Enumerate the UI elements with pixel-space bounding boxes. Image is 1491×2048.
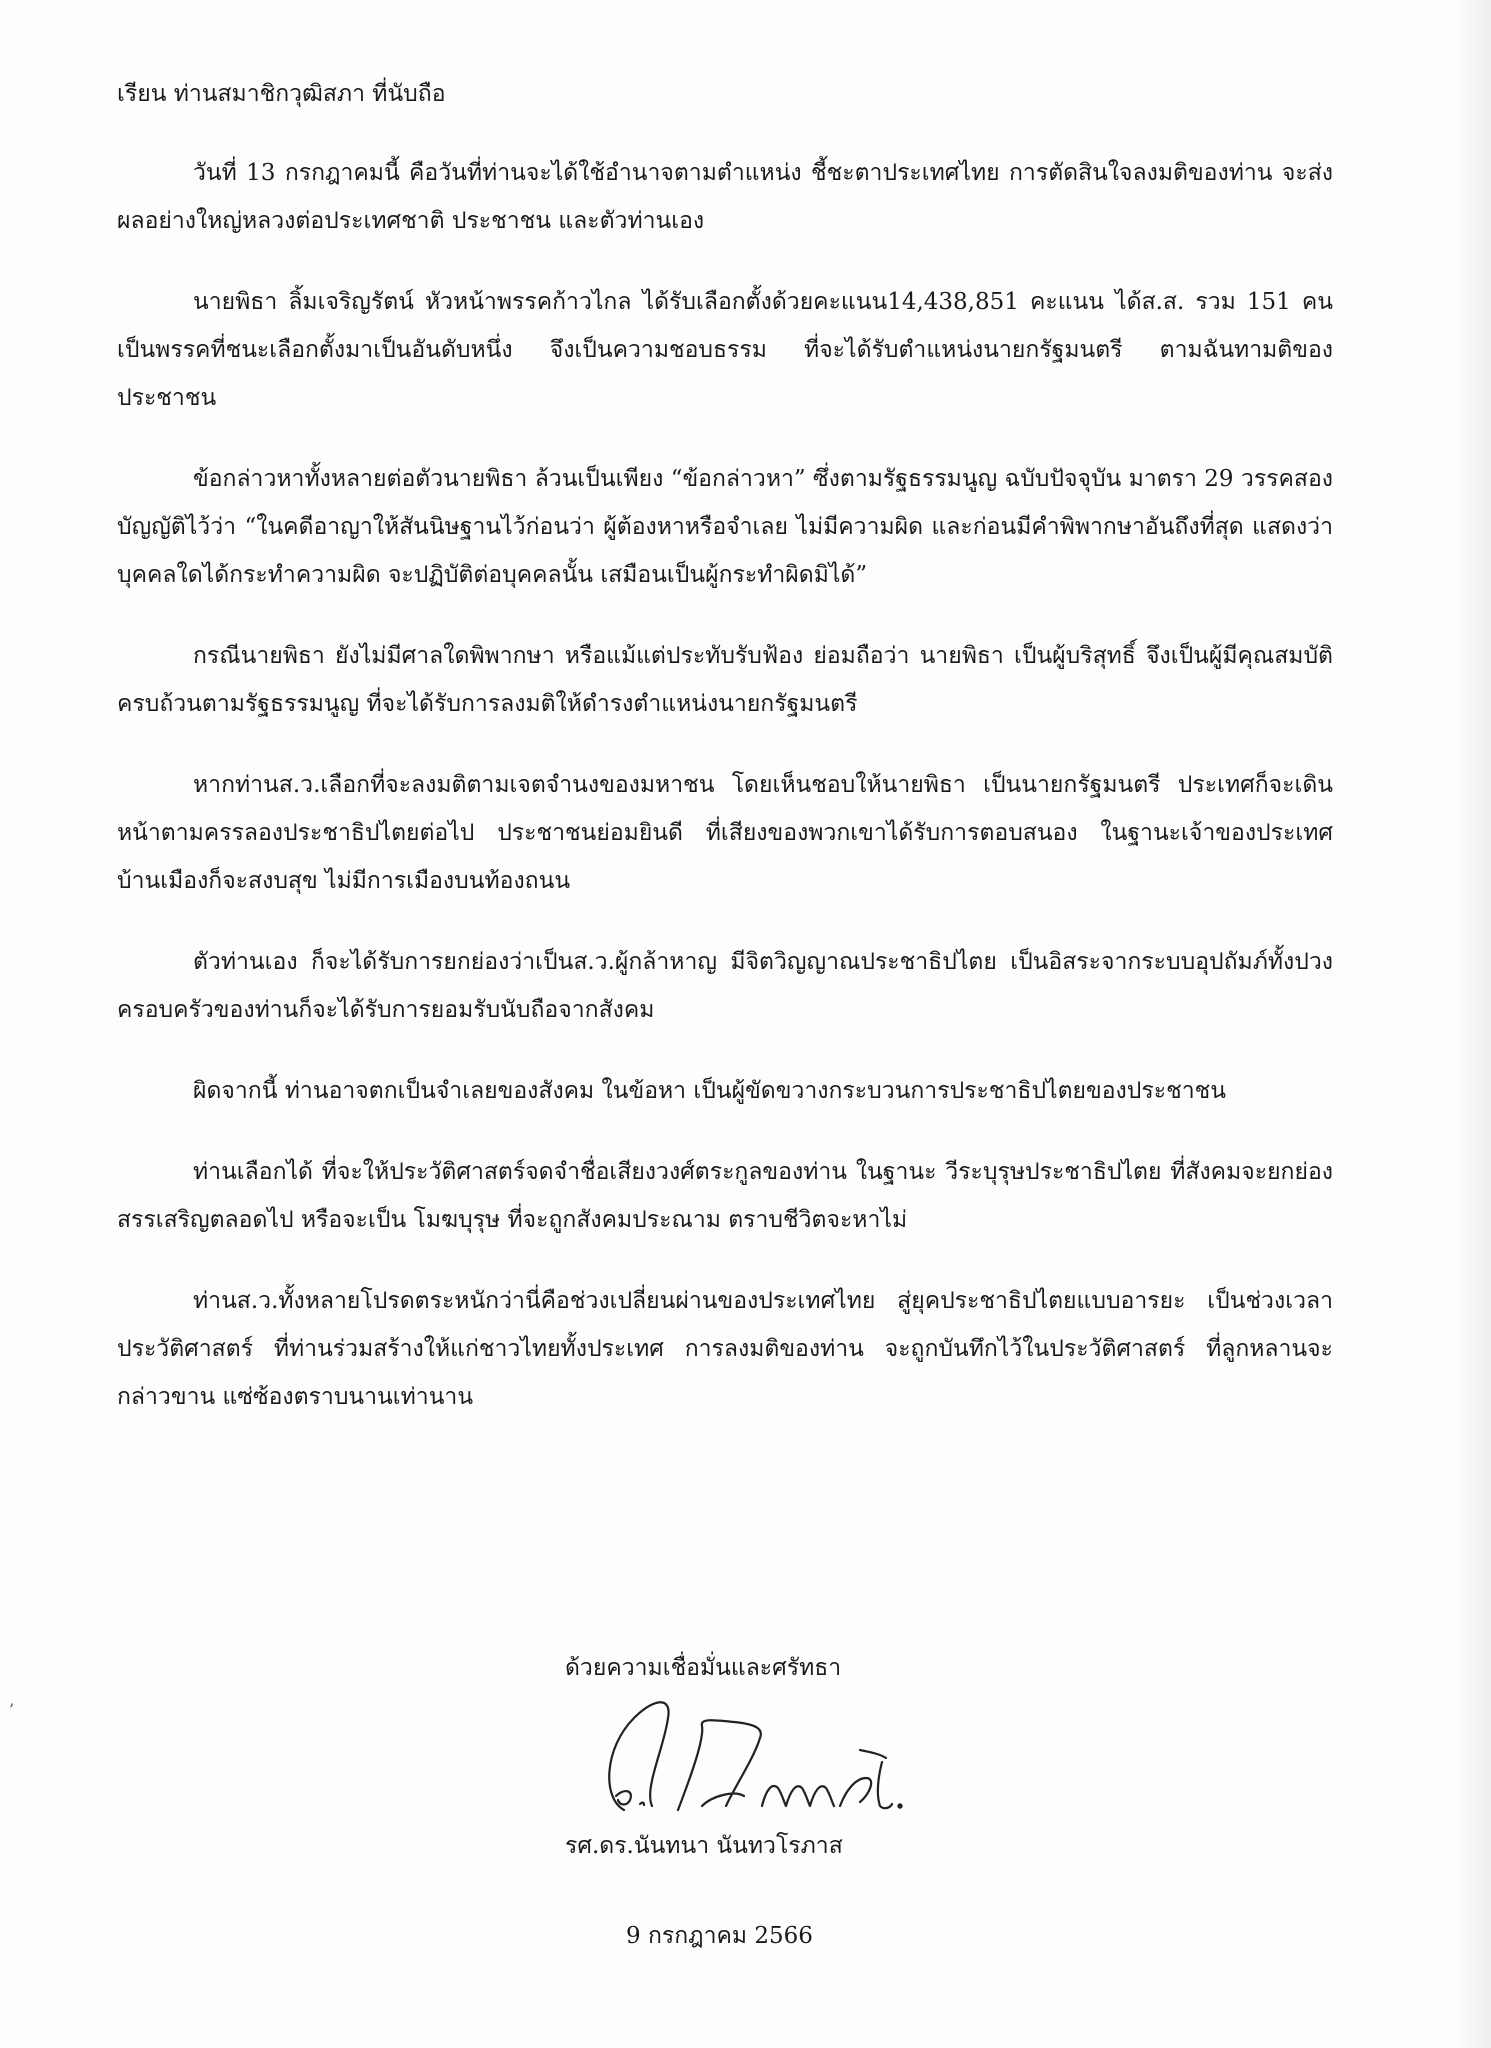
paragraph: หากท่านส.ว.เลือกที่จะลงมติตามเจตจำนงของมหาชน โดยเห็นชอบให้นายพิธา เป็นนายกรัฐมนตรี ประเทศก็จะเดินหน้าตามครรลองประชาธิปไตยต่อไป ประชาชนย่อมยินดี ที่เสียงของพวกเขาได้รับการตอบสนอง ในฐานะเจ้าของประเทศ บ้านเมืองก็จะสงบสุข ไม่มีการเมืองบนท้องถนน	[117, 772, 1333, 894]
paragraph: ท่านส.ว.ทั้งหลายโปรดตระหนักว่านี่คือช่วงเปลี่ยนผ่านของประเทศไทย สู่ยุคประชาธิปไตยแบบอารยะ เป็นช่วงเวลา ประวัติศาสตร์ ที่ท่านร่วมสร้างให้แก่ชาวไทยทั้งประเทศ การลงมติของท่าน จะถูกบันทึกไว้ในประวัติศาสตร์ ที่ลูกหลานจะ กล่าวขาน แซ่ซ้องตราบนานเท่านาน	[117, 1288, 1333, 1410]
paragraph: ข้อกล่าวหาทั้งหลายต่อตัวนายพิธา ล้วนเป็นเพียง “ข้อกล่าวหา” ซึ่งตามรัฐธรรมนูญ ฉบับปัจจุบัน มาตรา 29 วรรคสอง บัญญัติไว้ว่า “ในคดีอาญาให้สันนิษฐานไว้ก่อนว่า ผู้ต้องหาหรือจำเลย ไม่มีความผิด และก่อนมีคำพิพากษาอันถึงที่สุด แสดงว่าบุคคลใดได้กระทำความผิด จะปฏิบัติต่อบุคคลนั้น เสมือนเป็นผู้กระทำผิดมิได้”	[117, 466, 1333, 588]
closing-phrase: ด้วยความเชื่อมั่นและศรัทธา	[565, 1655, 842, 1681]
paragraph: ท่านเลือกได้ ที่จะให้ประวัติศาสตร์จดจำชื่อเสียงวงศ์ตระกูลของท่าน ในฐานะ วีระบุรุษประชาธิปไตย ที่สังคมจะยกย่องสรรเสริญตลอดไป หรือจะเป็น โมฆบุรุษ ที่จะถูกสังคมประณาม ตราบชีวิตจะหาไม่	[117, 1159, 1333, 1233]
salutation: เรียน ท่านสมาชิกวุฒิสภา ที่นับถือ	[117, 81, 446, 107]
paragraph: ผิดจากนี้ ท่านอาจตกเป็นจำเลยของสังคม ในข้อหา เป็นผู้ขัดขวางกระบวนการประชาธิปไตยของประชาชน	[193, 1078, 1226, 1104]
scan-speck: ’	[9, 1700, 15, 1719]
letter-date: 9 กรกฎาคม 2566	[626, 1923, 813, 1949]
paragraph: วันที่ 13 กรกฎาคมนี้ คือวันที่ท่านจะได้ใช้อำนาจตามตำแหน่ง ชี้ชะตาประเทศไทย การตัดสินใจลงมติของท่าน จะส่งผลอย่างใหญ่หลวงต่อประเทศชาติ ประชาชน และตัวท่านเอง	[117, 160, 1333, 234]
scan-shadow	[1453, 0, 1491, 2048]
paragraph: กรณีนายพิธา ยังไม่มีศาลใดพิพากษา หรือแม้แต่ประทับรับฟ้อง ย่อมถือว่า นายพิธา เป็นผู้บริสุทธิ์ จึงเป็นผู้มีคุณสมบัติครบถ้วนตามรัฐธรรมนูญ ที่จะได้รับการลงมติให้ดำรงตำแหน่งนายกรัฐมนตรี	[117, 643, 1333, 717]
paragraph: นายพิธา ลิ้มเจริญรัตน์ หัวหน้าพรรคก้าวไกล ได้รับเลือกตั้งด้วยคะแนน14,438,851 คะแนน ได้ส.ส. รวม 151 คน เป็นพรรคที่ชนะเลือกตั้งมาเป็นอันดับหนึ่ง จึงเป็นความชอบธรรม ที่จะได้รับตำแหน่งนายกรัฐมนตรี ตามฉันทามติของประชาชน	[117, 289, 1333, 411]
signer-name: รศ.ดร.นันทนา นันทวโรภาส	[565, 1833, 843, 1859]
paragraph: ตัวท่านเอง ก็จะได้รับการยกย่องว่าเป็นส.ว.ผู้กล้าหาญ มีจิตวิญญาณประชาธิปไตย เป็นอิสระจากระบบอุปถัมภ์ทั้งปวง ครอบครัวของท่านก็จะได้รับการยอมรับนับถือจากสังคม	[117, 949, 1333, 1023]
handwritten-signature	[594, 1678, 914, 1818]
letter-body	[117, 70, 1333, 1454]
